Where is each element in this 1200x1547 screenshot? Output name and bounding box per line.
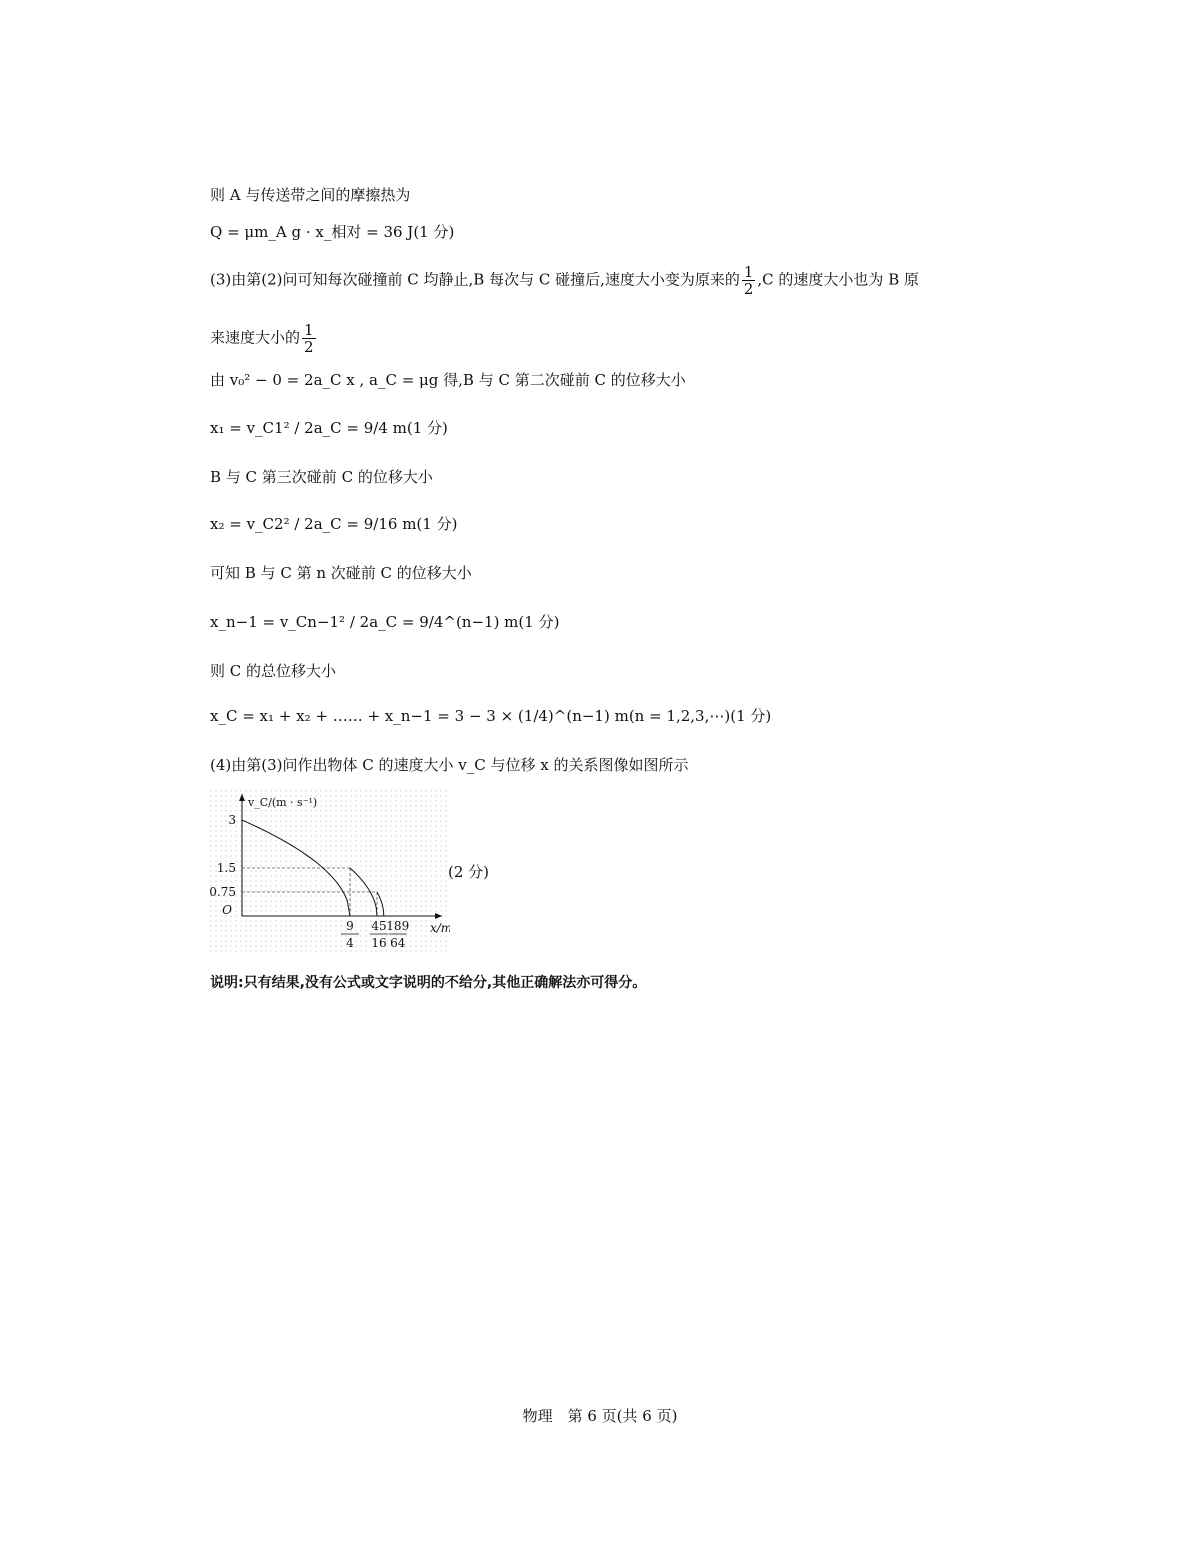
x-tick-denominator: 64	[390, 936, 406, 950]
x-tick-numerator: 45	[371, 919, 387, 933]
origin-label: O	[222, 903, 232, 917]
line-total-disp: x_C = x₁ + x₂ + …… + x_n−1 = 3 − 3 × (1/4)^(n−1) m(n = 1,2,3,⋯)(1 分)	[210, 707, 772, 725]
line-q-formula	[210, 222, 454, 242]
y-tick-label: 3	[228, 813, 236, 827]
chart-svg	[210, 790, 450, 952]
fraction-half: $\frac{1}{2}$	[743, 263, 754, 298]
line-part3-cont: 来速度大小的 $\frac{1}{2}$	[210, 321, 314, 356]
y-axis-label: v_C/(m · s⁻¹)	[248, 796, 318, 809]
note: 说明:只有结果,没有公式或文字说明的不给分,其他正确解法亦可得分。	[210, 975, 647, 991]
line-x2: x₂ = v_C2² / 2a_C = 9/16 m(1 分)	[210, 515, 458, 533]
x-tick-numerator: 189	[386, 919, 410, 933]
velocity-displacement-chart	[210, 790, 450, 952]
chart-background	[210, 790, 450, 952]
line-x1: x₁ = v_C1² / 2a_C = 9/4 m(1 分)	[210, 419, 448, 437]
line-xn: x_n−1 = v_Cn−1² / 2a_C = 9/4^(n−1) m(1 分)	[210, 613, 560, 631]
fraction-half-2: $\frac{1}{2}$	[304, 321, 314, 356]
chart-score: (2 分)	[448, 863, 490, 881]
y-tick-label: 1.5	[216, 861, 236, 875]
line-total-disp-intro: 则 C 的总位移大小	[210, 662, 337, 680]
line-part3-intro: (3)由第(2)问可知每次碰撞前 C 均静止,B 每次与 C 碰撞后,速度大小变为原来的 $\frac{1}{2}$ ,C 的速度大小也为 B 原	[210, 263, 919, 298]
q-formula-text: Q = μm_A g · x_相对 = 36 J(1 分)	[210, 223, 455, 241]
line-bc-nth: 可知 B 与 C 第 n 次碰前 C 的位移大小	[210, 564, 472, 582]
page-footer: 物理 第 6 页(共 6 页)	[522, 1407, 678, 1425]
line-bc-third: B 与 C 第三次碰前 C 的位移大小	[210, 468, 433, 486]
x-tick-denominator: 16	[371, 936, 387, 950]
line-friction-heat-intro: 则 A 与传送带之间的摩擦热为	[210, 186, 411, 204]
x-tick-denominator: 4	[346, 936, 354, 950]
y-tick-label: 0.75	[210, 885, 236, 899]
x-tick-numerator: 9	[346, 919, 354, 933]
x-axis-label: x/m	[430, 921, 450, 935]
line-part4: (4)由第(3)问作出物体 C 的速度大小 v_C 与位移 x 的关系图像如图所示	[210, 756, 689, 774]
line-kinematics: 由 v₀² − 0 = 2a_C x , a_C = μg 得,B 与 C 第二次碰前 C 的位移大小	[210, 371, 686, 389]
